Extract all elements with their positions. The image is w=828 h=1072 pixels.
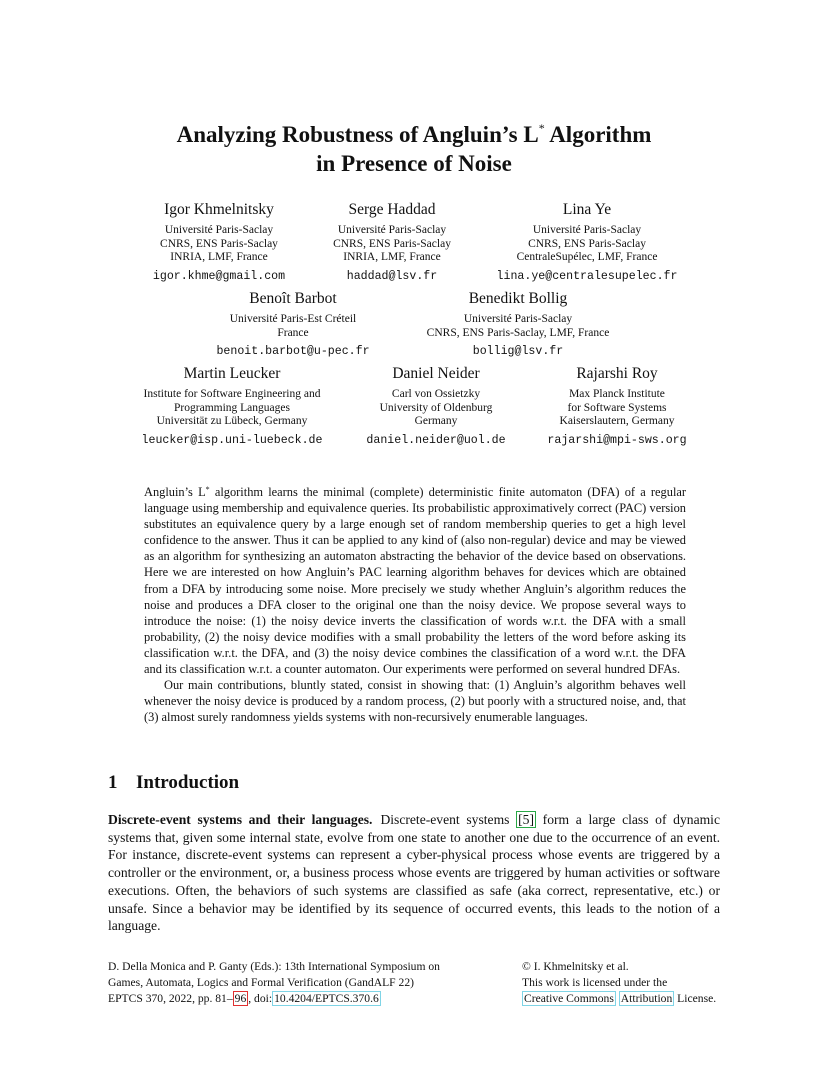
- copyright-line: © I. Khmelnitsky et al.: [522, 960, 629, 973]
- author-affiliation: Institute for Software Engineering and: [143, 388, 321, 400]
- author-name: Benedikt Bollig: [468, 290, 568, 307]
- section-number: 1: [108, 772, 118, 793]
- author-affiliation: University of Oldenburg: [379, 401, 493, 414]
- footer-line: D. Della Monica and P. Ganty (Eds.): 13th International Symposium on: [108, 960, 440, 973]
- section-heading: [108, 771, 239, 795]
- footer-line: Games, Automata, Logics and Formal Verification (GandALF 22): [108, 976, 414, 990]
- author-affiliation: Universität zu Lübeck, Germany: [156, 415, 308, 427]
- license-line: This work is licensed under the: [522, 976, 668, 990]
- author-affiliation: Kaiserslautern, Germany: [559, 415, 675, 427]
- author-block: [366, 364, 505, 448]
- author-email[interactable]: lina.ye@centralesupelec.fr: [496, 269, 678, 283]
- author-affiliation: CNRS, ENS Paris-Saclay: [333, 237, 451, 250]
- author-block: [427, 289, 610, 359]
- author-affiliation: Université Paris-Saclay: [337, 224, 447, 236]
- section-title: Introduction: [136, 772, 240, 793]
- intro-paragraph: Discrete-event systems and their languages. Discrete-event systems [5] form a large class of dynamic systems that, given some internal state, evolve from one state to another one due to the occurrence of an event. For instance, discrete-event systems can represent a cyber-physical process whose events are triggered by a controller or the environment, or, a business process whose events are triggered by human activities or software executions. Often, the behaviors of such systems are classified as safe (aka correct, representative, etc.) or unsafe. Since a behavior may be identified by its sequence of occurred events, this leads to the notion of a language.: [108, 812, 720, 934]
- title-line-1: Analyzing Robustness of Angluin’s L* Algorithm: [176, 121, 652, 147]
- author-name: Daniel Neider: [392, 365, 480, 382]
- author-affiliation: Programming Languages: [174, 401, 290, 414]
- author-affiliation: CNRS, ENS Paris-Saclay: [160, 237, 278, 250]
- author-name: Rajarshi Roy: [576, 365, 658, 382]
- author-block: [497, 200, 678, 284]
- author-block: [142, 364, 323, 448]
- author-affiliation: Université Paris-Saclay: [164, 224, 274, 236]
- author-affiliation: France: [277, 326, 309, 339]
- author-block: [333, 200, 451, 284]
- author-email[interactable]: bollig@lsv.fr: [472, 345, 564, 358]
- author-name: Serge Haddad: [348, 201, 436, 218]
- title-line-2: in Presence of Noise: [316, 151, 512, 176]
- paragraph-heading: Discrete-event systems and their languages.: [108, 812, 373, 827]
- paper-title: [0, 114, 828, 178]
- author-name: Martin Leucker: [183, 365, 281, 382]
- doi-link[interactable]: 10.4204/EPTCS.370.6: [274, 992, 379, 1006]
- author-email[interactable]: rajarshi@mpi-sws.org: [547, 433, 687, 447]
- author-name: Igor Khmelnitsky: [164, 201, 274, 218]
- author-email[interactable]: benoit.barbot@u-pec.fr: [216, 345, 370, 358]
- author-affiliation: Germany: [414, 415, 458, 427]
- author-email[interactable]: daniel.neider@uol.de: [366, 433, 506, 447]
- author-affiliation: CNRS, ENS Paris-Saclay, LMF, France: [426, 326, 610, 339]
- abstract: [144, 482, 686, 725]
- author-email[interactable]: leucker@isp.uni-luebeck.de: [141, 433, 323, 447]
- author-affiliation: Université Paris-Saclay: [532, 224, 642, 236]
- footer-line: EPTCS 370, 2022, pp. 81– 96 , doi: 10.4204/EPTCS.370.6: [108, 992, 379, 1006]
- author-name: Lina Ye: [562, 201, 612, 218]
- author-affiliation: CNRS, ENS Paris-Saclay: [528, 237, 646, 250]
- author-email[interactable]: igor.khme@gmail.com: [152, 269, 286, 283]
- abstract-paragraph: Angluin’s L* algorithm learns the minimal (complete) deterministic finite automaton (DFA) of a regular language using membership and equivalence queries. Its probabilistic approximatively correct (PAC) version substitutes an equivalence query by a large enough set of random membership queries to get a high level confidence to the answer. Thus it can be applied to any kind of (also non-regular) device and may be viewed as an algorithm for synthesizing an automaton abstracting the behavior of the device based on observations. Here we are interested on how Angluin’s PAC learning algorithm behaves for devices which are obtained from a DFA by introducing some noise. More precisely we study whether Angluin’s algorithm reduces the noise and produces a DFA closer to the original one than the noisy device. We propose several ways to introduce the noise: (1) the noisy device inverts the classification of words w.r.t. the DFA with a small probability, (2) the noisy device modifies with a small probability the letters of the word before asking its classification w.r.t. the DFA, and (3) the noisy device combines the classification of a word w.r.t. the DFA and its classification w.r.t. a counter automaton. Our experiments were performed on several hundred DFAs.: [144, 485, 687, 677]
- footer-publication-info: [108, 959, 488, 1008]
- author-email[interactable]: haddad@lsv.fr: [346, 269, 438, 283]
- abstract-paragraph: Our main contributions, bluntly stated, consist in showing that: (1) Angluin’s algorithm behaves well whenever the noisy device is produced by a random process, (2) but poorly with a structured noise, and, that (3) almost surely randomness yields systems with non-recursively enumerable languages.: [144, 678, 686, 725]
- author-affiliation: INRIA, LMF, France: [170, 251, 268, 263]
- author-affiliation: CentraleSupélec, LMF, France: [516, 251, 658, 263]
- last-page-link[interactable]: 96: [234, 992, 247, 1006]
- citation-link[interactable]: [5]: [518, 812, 534, 827]
- author-affiliation: Max Planck Institute: [569, 388, 665, 400]
- author-affiliation: Université Paris-Saclay: [463, 313, 573, 325]
- license-line: Creative Commons Attribution License.: [524, 992, 717, 1006]
- author-block: [153, 200, 285, 284]
- footer-license-info: [522, 959, 742, 1008]
- creative-commons-link[interactable]: Creative Commons: [524, 992, 614, 1006]
- attribution-link[interactable]: Attribution: [620, 992, 673, 1006]
- author-block: [547, 364, 686, 448]
- author-affiliation: Université Paris-Est Créteil: [229, 313, 357, 325]
- author-affiliation: for Software Systems: [567, 401, 667, 414]
- author-block: [216, 289, 369, 359]
- author-name: Benoît Barbot: [249, 290, 337, 307]
- author-affiliation: INRIA, LMF, France: [343, 251, 441, 263]
- author-affiliation: Carl von Ossietzky: [391, 388, 481, 400]
